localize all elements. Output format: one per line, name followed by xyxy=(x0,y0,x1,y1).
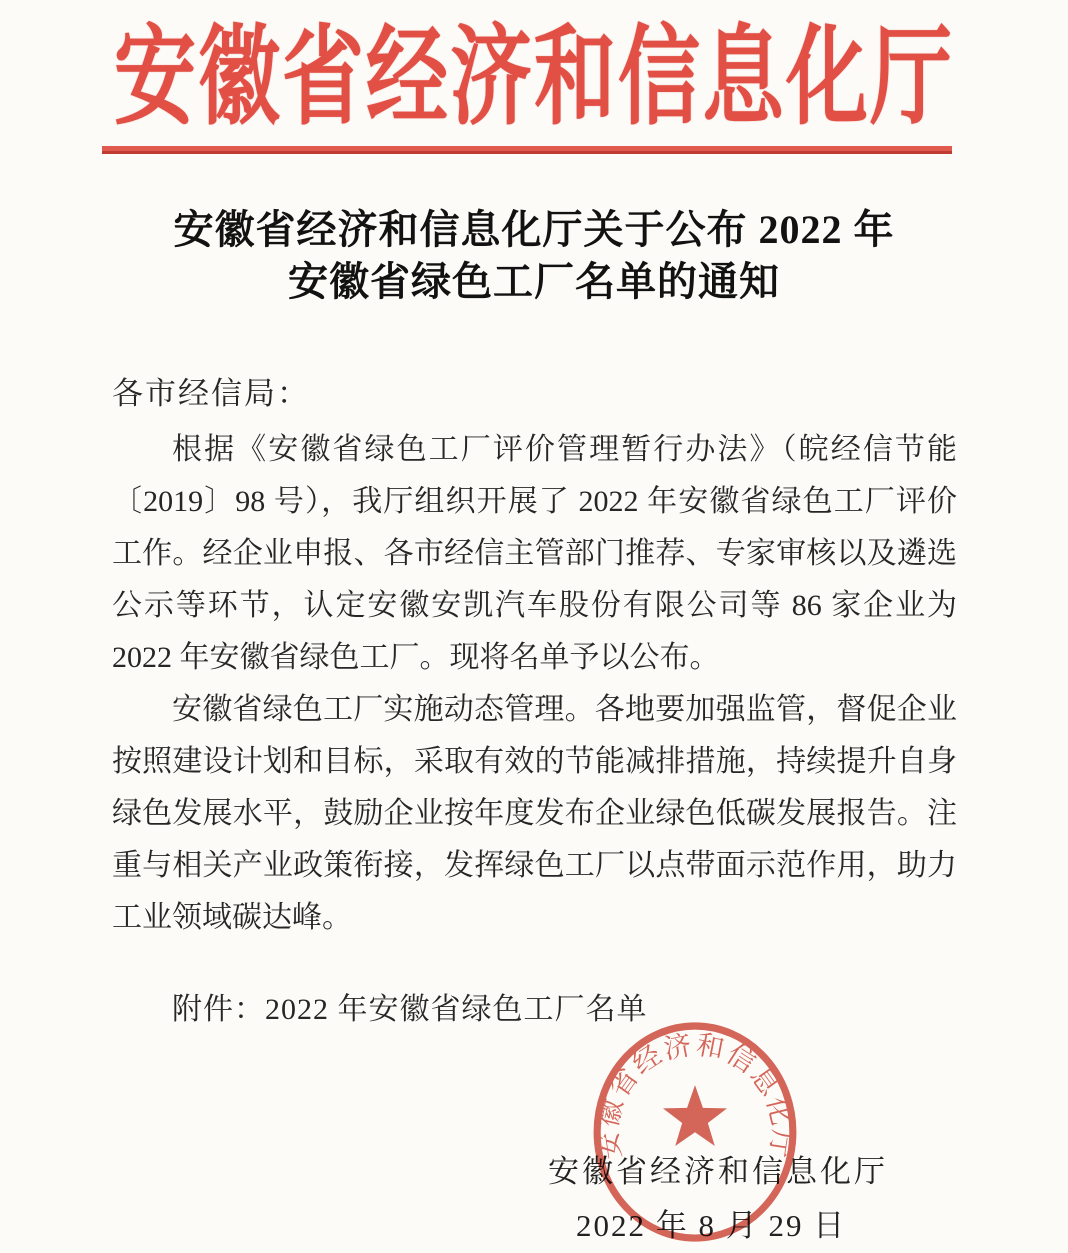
document-title-line1: 安徽省经济和信息化厅关于公布 2022 年 xyxy=(173,207,895,252)
body-line: 安徽省绿色工厂实施动态管理。各地要加强监管，督促企业 xyxy=(172,693,957,726)
signature-agency: 安徽省经济和信息化厅 xyxy=(548,1154,888,1189)
body-lines xyxy=(112,424,957,944)
body-line: 2022 年安徽省绿色工厂。现将名单予以公布。 xyxy=(112,641,720,674)
salutation: 各市经信局： xyxy=(112,376,310,411)
body-line: 重与相关产业政策衔接，发挥绿色工厂以点带面示范作用，助力 xyxy=(112,849,957,882)
document-title xyxy=(0,204,1068,308)
body-line: 工作。经企业申报、各市经信主管部门推荐、专家审核以及遴选 xyxy=(112,537,957,570)
body-line: 按照建设计划和目标，采取有效的节能减排措施，持续提升自身 xyxy=(112,745,957,778)
document-title-line2: 安徽省绿色工厂名单的通知 xyxy=(288,259,780,304)
letterhead-agency-title: 安徽省经济和信息化厅 xyxy=(113,17,954,138)
body-line: 〔2019〕98 号），我厅组织开展了 2022 年安徽省绿色工厂评价 xyxy=(112,485,957,518)
body-line: 绿色发展水平，鼓励企业按年度发布企业绿色低碳发展报告。注 xyxy=(112,797,957,830)
seal-text: 安徽省经济和信息化厅 xyxy=(591,1028,799,1162)
seal-star-icon xyxy=(663,1085,727,1146)
letterhead-divider-rule xyxy=(102,146,952,154)
attachment-line: 附件：2022 年安徽省绿色工厂名单 xyxy=(172,993,648,1026)
signature-date: 2022 年 8 月 29 日 xyxy=(576,1208,847,1243)
body-line: 根据《安徽省绿色工厂评价管理暂行办法》（皖经信节能 xyxy=(172,433,957,466)
body-line: 工业领域碳达峰。 xyxy=(112,901,352,934)
body-line: 公示等环节，认定安徽安凯汽车股份有限公司等 86 家企业为 xyxy=(112,589,957,622)
